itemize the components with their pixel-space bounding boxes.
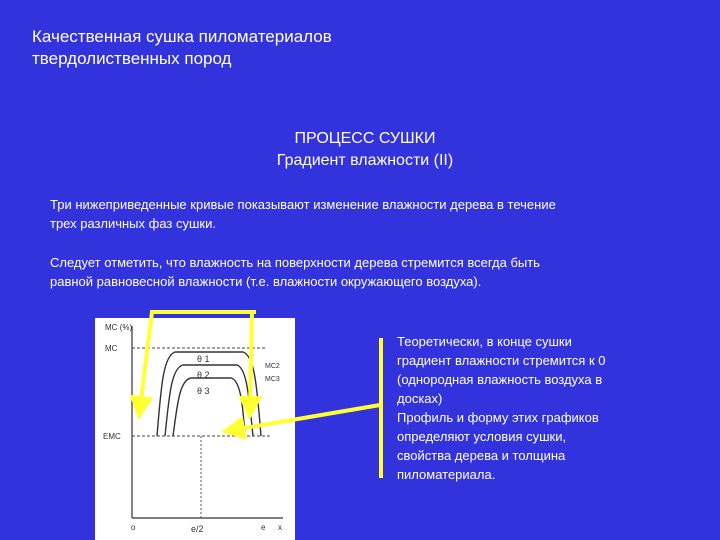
label-mc3: MC3 (265, 376, 280, 383)
paragraph1-line2: трех различных фаз сушки. (50, 216, 216, 231)
label-mc: MC (105, 344, 118, 353)
paragraph1-line1: Три нижеприведенные кривые показывают изменение влажности дерева в течение (50, 197, 556, 212)
section-titles (180, 128, 550, 172)
paragraph-curves (50, 195, 690, 233)
note-line2: градиент влажности стремится к 0 (397, 353, 606, 368)
paragraph2-line2: равной равновесной влажности (т.е. влажности окружающего воздуха). (50, 274, 482, 289)
label-mc-axis: MC (%) (105, 323, 133, 332)
section-subheading: Градиент влажности (II) (276, 152, 454, 169)
moisture-profile-figure (95, 318, 295, 540)
paragraph-surface (50, 253, 690, 291)
note-theory (397, 332, 687, 484)
label-half-thickness: e/2 (191, 524, 204, 534)
note-line7: свойства дерева и толщина (397, 448, 566, 463)
label-theta1: θ 1 (197, 354, 210, 364)
label-x: x (278, 523, 282, 532)
section-heading: ПРОЦЕСС СУШКИ (294, 130, 436, 147)
note-line5: Профиль и форму этих графиков (397, 410, 599, 425)
note-line6: определяют условия сушки, (397, 429, 567, 444)
label-theta2: θ 2 (197, 370, 210, 380)
paragraph2-line1: Следует отметить, что влажность на поверхности дерева стремится всегда быть (50, 255, 540, 270)
label-theta3: θ 3 (197, 386, 210, 396)
note-line8: пиломатериала. (397, 467, 496, 482)
label-mc2: MC2 (265, 363, 280, 370)
header-title-line1: Качественная сушка пиломатериалов (32, 27, 332, 46)
note-line1: Теоретически, в конце сушки (397, 334, 572, 349)
label-thickness: e (261, 523, 266, 532)
moisture-profile-diagram (95, 318, 295, 540)
slide-header-title (32, 26, 452, 70)
note-line4: досках) (397, 391, 443, 406)
header-title-line2: твердолиственных пород (32, 49, 232, 68)
label-emc: EMC (103, 432, 121, 441)
note-line3: (однородная влажность воздуха в (397, 372, 603, 387)
label-origin: o (131, 523, 136, 532)
